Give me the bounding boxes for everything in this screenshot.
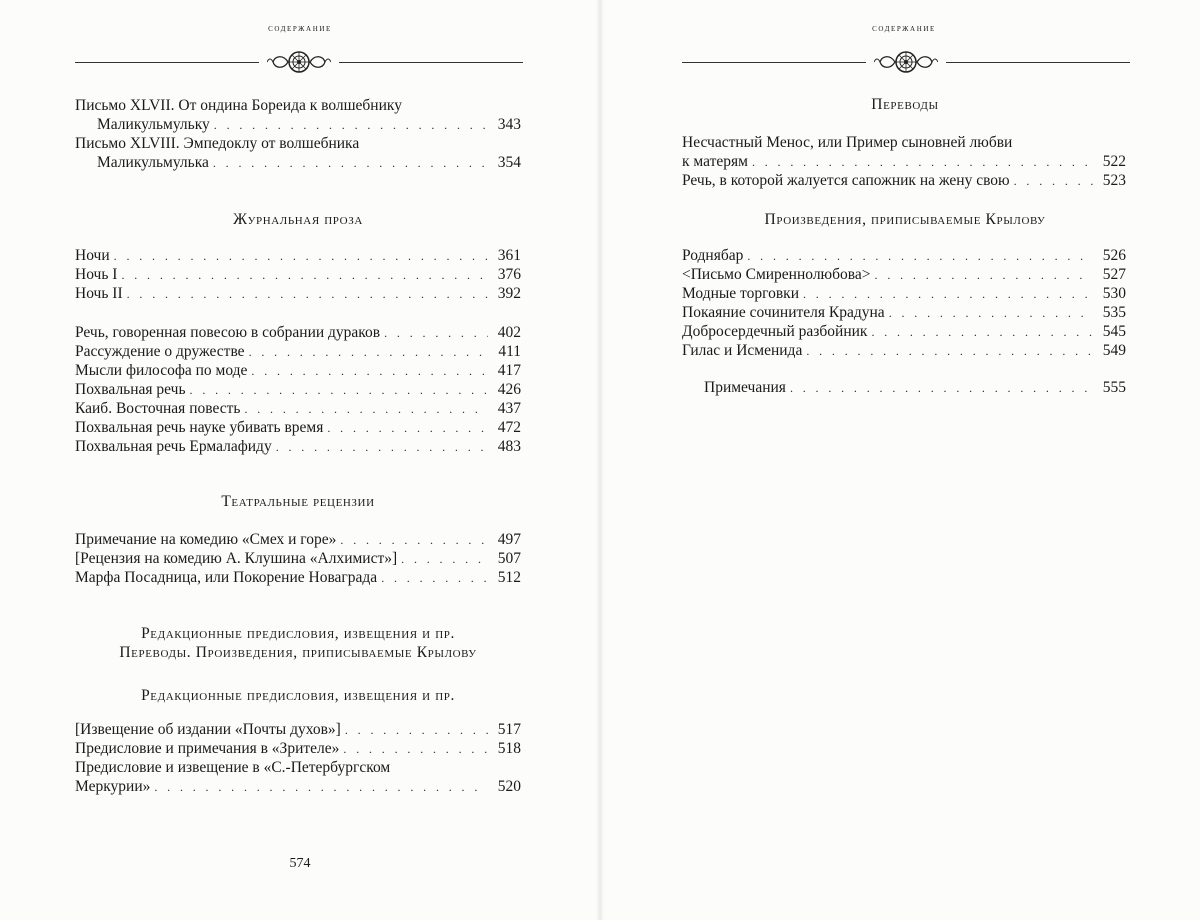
ornament-icon	[874, 46, 938, 78]
dot-leader	[752, 153, 1093, 172]
toc-entry-page: 392	[497, 285, 521, 302]
editorial-section	[75, 720, 521, 796]
toc-entry-page: 483	[497, 438, 521, 455]
dot-leader	[214, 116, 488, 135]
toc-entry[interactable]	[75, 284, 521, 303]
toc-entry-page: 411	[498, 343, 521, 360]
ornament-rule-left	[75, 46, 523, 78]
translations-section	[682, 133, 1126, 190]
dot-leader	[213, 154, 488, 173]
toc-entry-page: 343	[497, 116, 521, 133]
toc-entry-title: Похвальная речь науке убивать время	[75, 419, 324, 436]
dot-leader	[747, 247, 1093, 266]
toc-entry-page: 522	[1102, 153, 1126, 170]
toc-entry-notes[interactable]	[704, 378, 1126, 397]
toc-entry[interactable]	[75, 115, 521, 134]
toc-entry-page: 535	[1102, 304, 1126, 321]
ornament-rule-right	[682, 46, 1130, 78]
toc-entry-title: [Рецензия на комедию А. Клушина «Алхимист»]	[75, 550, 398, 567]
dot-leader	[127, 285, 488, 304]
section-heading: Журнальная проза	[233, 211, 363, 228]
dot-leader	[806, 342, 1093, 361]
toc-entry-title: Мысли философа по моде	[75, 362, 248, 379]
part-heading: Редакционные предисловия, извещения и пр.	[141, 625, 455, 642]
toc-entry-page: 354	[497, 154, 521, 171]
toc-entry-title: Речь, в которой жалуется сапожник на жену свою	[682, 172, 1010, 189]
toc-entry[interactable]	[682, 341, 1126, 360]
toc-entry-title: Каиб. Восточная повесть	[75, 400, 241, 417]
toc-line: Письмо XLVII. От ондина Бореида к волшебнику	[75, 97, 402, 114]
toc-entry[interactable]	[75, 246, 521, 265]
toc-entry-title: Ночь I	[75, 266, 118, 283]
toc-entry-page: 497	[497, 531, 521, 548]
toc-entry-page: 361	[497, 247, 521, 264]
dot-leader	[276, 438, 488, 457]
toc-entry[interactable]	[75, 777, 521, 796]
toc-entry-title: Ночи	[75, 247, 110, 264]
journal-group-1	[75, 246, 521, 303]
toc-entry-page: 518	[497, 740, 521, 757]
toc-entry[interactable]	[682, 303, 1126, 322]
notes-section	[704, 378, 1126, 397]
dot-leader	[875, 266, 1093, 285]
toc-entry-title: Гилас и Исменида	[682, 342, 803, 359]
section-heading: Редакционные предисловия, извещения и пр.	[141, 687, 455, 704]
toc-entry[interactable]	[75, 361, 521, 380]
toc-entry[interactable]	[682, 171, 1126, 190]
toc-entry-page: 437	[497, 400, 521, 417]
toc-entry[interactable]	[75, 380, 521, 399]
toc-entry[interactable]	[75, 323, 521, 342]
dot-leader	[190, 381, 488, 400]
toc-entry[interactable]	[75, 739, 521, 758]
toc-entry-title: Добросердечный разбойник	[682, 323, 868, 340]
toc-entry-title: Ночь II	[75, 285, 123, 302]
toc-entry-page: 376	[497, 266, 521, 283]
toc-entry-title: Марфа Посадница, или Покорение Новаграда	[75, 569, 378, 586]
toc-entry-page: 512	[497, 569, 521, 586]
toc-entry-title: Маликульмульку	[97, 116, 210, 133]
toc-entry[interactable]	[682, 152, 1126, 171]
dot-leader	[381, 569, 488, 588]
toc-entry[interactable]	[682, 284, 1126, 303]
dot-leader	[121, 266, 488, 285]
section-heading: Переводы	[871, 96, 939, 113]
toc-entry-title: <Письмо Смиреннолюбова>	[682, 266, 871, 283]
right-page	[600, 0, 1200, 920]
dot-leader	[871, 323, 1093, 342]
toc-entry[interactable]	[75, 568, 521, 587]
toc-entry-title: Маликульмулька	[97, 154, 209, 171]
dot-leader	[154, 778, 488, 797]
toc-entry-title: Речь, говоренная повесою в собрании дураков	[75, 324, 381, 341]
toc-entry-page: 426	[497, 381, 521, 398]
toc-entry[interactable]	[75, 153, 521, 172]
toc-entry[interactable]	[682, 265, 1126, 284]
dot-leader	[244, 400, 488, 419]
journal-group-2	[75, 323, 521, 456]
toc-entry-page: 549	[1102, 342, 1126, 359]
toc-entry[interactable]	[75, 720, 521, 739]
toc-entry[interactable]	[75, 437, 521, 456]
toc-entry-page: 555	[1102, 379, 1126, 396]
toc-entry-title: [Извещение об издании «Почты духов»]	[75, 721, 341, 738]
toc-entry[interactable]	[682, 322, 1126, 341]
toc-entry-title: Примечания	[704, 379, 786, 396]
toc-entry-page: 402	[497, 324, 521, 341]
toc-entry-title: Покаяние сочинителя Крадуна	[682, 304, 885, 321]
toc-entry-page: 523	[1102, 172, 1126, 189]
toc-entry-page: 417	[497, 362, 521, 379]
toc-entry-title: Похвальная речь Ермалафиду	[75, 438, 272, 455]
toc-entry[interactable]	[682, 246, 1126, 265]
toc-entry-page: 472	[497, 419, 521, 436]
toc-entry-title: Рассуждение о дружестве	[75, 343, 245, 360]
toc-line: Несчастный Менос, или Пример сыновней любви	[682, 134, 1013, 151]
letters-section	[75, 96, 521, 172]
dot-leader	[345, 721, 488, 740]
dot-leader	[327, 419, 488, 438]
toc-entry[interactable]	[75, 549, 521, 568]
toc-entry-title: к матерям	[682, 153, 748, 170]
toc-entry-page: 520	[497, 778, 521, 795]
dot-leader	[803, 285, 1093, 304]
dot-leader	[340, 531, 488, 550]
attributed-section	[682, 246, 1126, 360]
section-heading: Произведения, приписываемые Крылову	[764, 211, 1046, 228]
toc-entry-page: 530	[1102, 285, 1126, 302]
part-heading: Переводы. Произведения, приписываемые Крылову	[119, 644, 477, 661]
toc-entry-page: 517	[497, 721, 521, 738]
toc-entry[interactable]	[75, 265, 521, 284]
dot-leader	[401, 550, 488, 569]
dot-leader	[384, 324, 488, 343]
dot-leader	[790, 379, 1093, 398]
toc-entry[interactable]	[75, 399, 521, 418]
toc-entry-page: 507	[497, 550, 521, 567]
running-head-right: содержание	[872, 24, 936, 34]
toc-entry-title: Модные торговки	[682, 285, 799, 302]
running-head-left: содержание	[268, 24, 332, 34]
dot-leader	[114, 247, 488, 266]
toc-entry[interactable]	[75, 342, 521, 361]
ornament-icon	[267, 46, 331, 78]
toc-entry-page: 527	[1102, 266, 1126, 283]
toc-line: Предисловие и извещение в «С.-Петербургском	[75, 759, 391, 776]
toc-entry[interactable]	[75, 530, 521, 549]
toc-line: Письмо XLVIII. Эмпедоклу от волшебника	[75, 135, 360, 152]
dot-leader	[249, 343, 488, 362]
theatre-section	[75, 530, 521, 587]
toc-entry-title: Предисловие и примечания в «Зрителе»	[75, 740, 340, 757]
toc-entry-title: Похвальная речь	[75, 381, 186, 398]
toc-entry-title: Роднябар	[682, 247, 744, 264]
dot-leader	[251, 362, 488, 381]
toc-entry-page: 545	[1102, 323, 1126, 340]
page-number: 574	[289, 856, 311, 871]
section-heading: Театральные рецензии	[221, 493, 375, 510]
toc-entry[interactable]	[75, 418, 521, 437]
toc-entry-page: 526	[1102, 247, 1126, 264]
dot-leader	[889, 304, 1093, 323]
dot-leader	[1014, 172, 1093, 191]
toc-entry-title: Меркурии»	[75, 778, 151, 795]
toc-entry-title: Примечание на комедию «Смех и горе»	[75, 531, 337, 548]
book-gutter	[596, 0, 604, 920]
dot-leader	[343, 740, 488, 759]
